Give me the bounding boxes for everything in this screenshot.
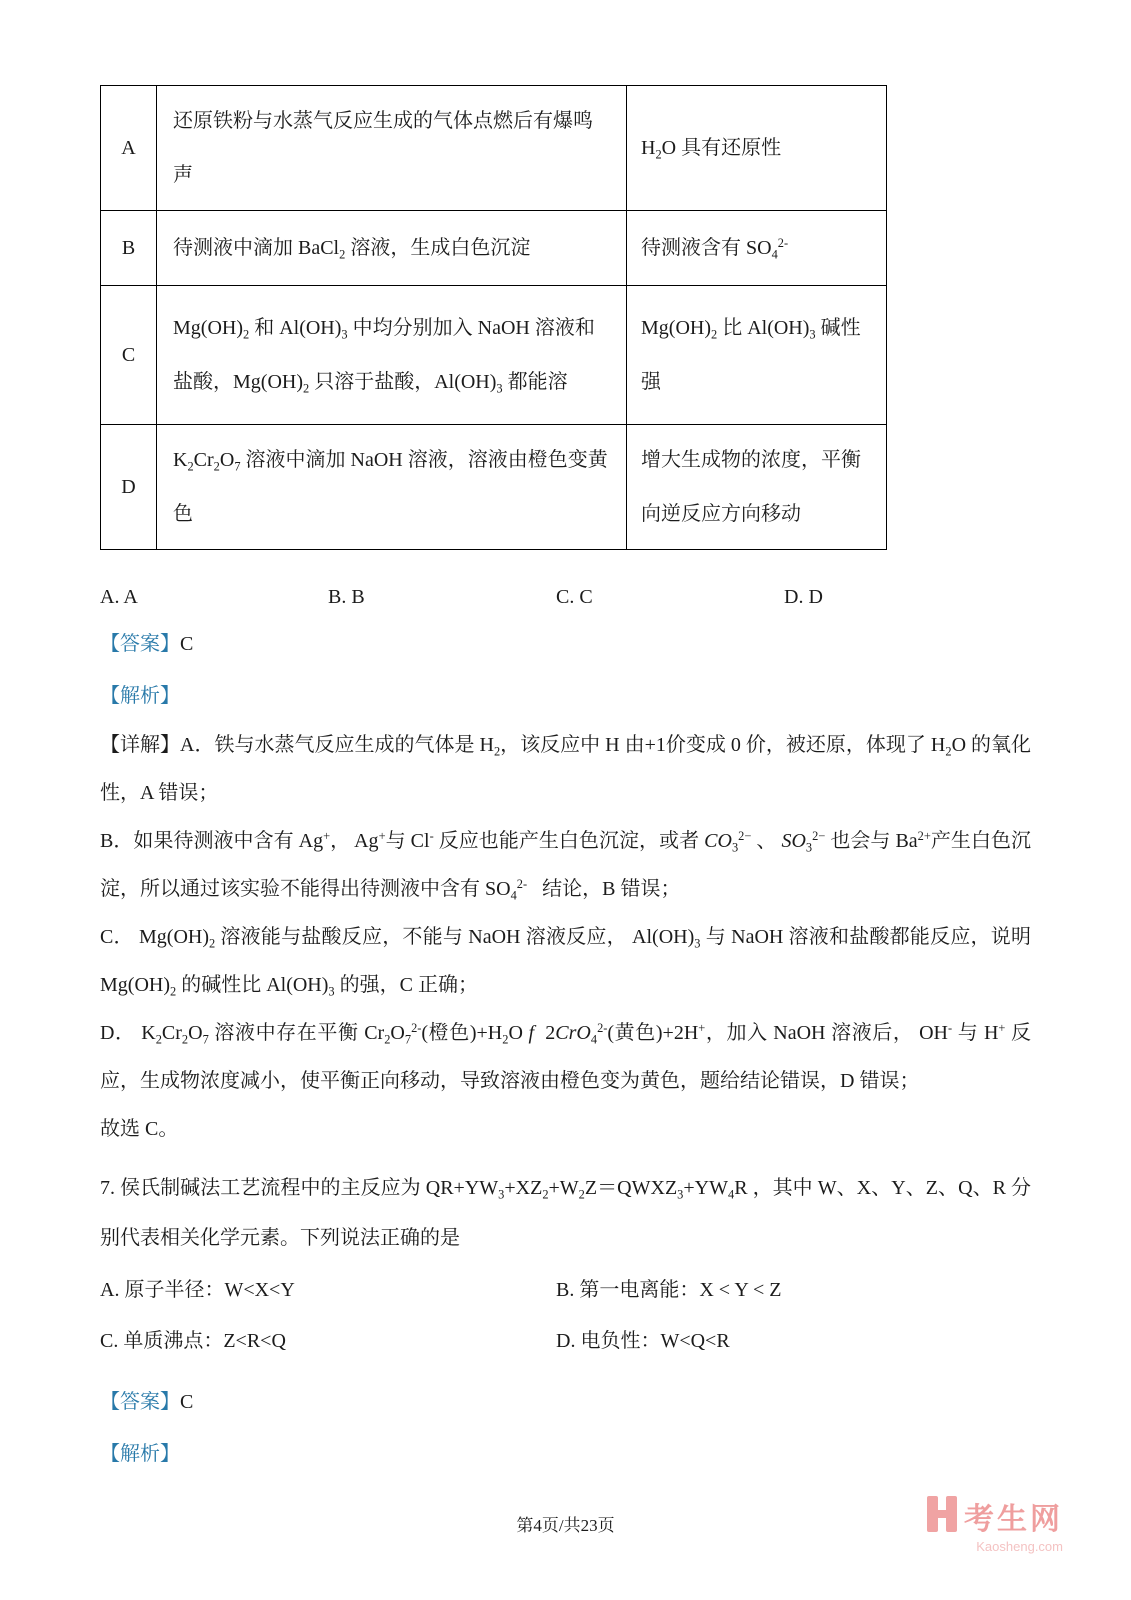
q6-explanation [100,721,1031,1153]
row-label: A [101,86,157,211]
experiment-cell: $K_2Cr_2O_7$ 溶液中滴加 NaOH 溶液，溶液由橙色变黄色 [157,425,627,550]
conclusion-cell: $H_2O$ 具有还原性 [627,86,887,211]
watermark-text-group [964,1494,1063,1554]
row-label: D [101,425,157,550]
kaosheng-logo-icon [927,1496,957,1532]
explanation-paragraph: B．如果待测液中含有 Ag+， Ag+与 Cl- 反应也能产生白色沉淀，或者 $CO_3^{2-}$ 、 $SO_3^{2-}$ 也会与 $Ba^{2+}$产生白色沉淀，所以通过该实验不能得出待测液中含有 $SO_4^{2-}$ 结论，B 错误； [100,829,1032,903]
q7-option-d: D. 电负性：W<Q<R [556,1330,730,1352]
experiment-cell: 待测液中滴加 BaCl$_2$ 溶液，生成白色沉淀 [157,211,627,286]
table-row [101,425,887,550]
table-row [101,286,887,425]
q6-option-d: D. D [784,586,823,608]
analysis-tag: 【解析】 [100,685,180,707]
explanation-paragraph [100,721,1031,817]
analysis-tag: 【解析】 [100,1443,180,1465]
q6-option-a: A. A [100,586,138,608]
q7-option-c: C. 单质沸点：Z<R<Q [100,1330,286,1352]
q7-option-b: B. 第一电离能：X < Y < Z [556,1279,782,1301]
conclusion-cell: 增大生成物的浓度，平衡向逆反应方向移动 [627,425,887,550]
answer-value: C [180,1391,194,1413]
q7-analysis-line [100,1437,1031,1471]
q7-option-a: A. 原子半径：W<X<Y [100,1279,295,1301]
table-row [101,86,887,211]
answer-tag: 【答案】 [100,633,180,655]
explanation-conclusion: 故选 C。 [100,1118,179,1140]
question-7-stem: 7. 侯氏制碱法工艺流程中的主反应为 $QR+YW_3+XZ_2+W_2Z=QWXZ_3+YW_4R$ ，其中 W、X、Y、Z、Q、R 分别代表相关化学元素。下列说法正确的是 [100,1177,1032,1249]
watermark-domain-text: Kaosheng.com [976,1539,1063,1554]
row-label: C [101,286,157,425]
experiment-cell: $Mg(OH)_2$ 和 $Al(OH)_3$ 中均分别加入 NaOH 溶液和盐酸，$Mg(OH)_2$ 只溶于盐酸，$Al(OH)_3$ 都能溶 [157,286,627,425]
explanation-paragraph: C． $Mg(OH)_2$ 溶液能与盐酸反应，不能与 NaOH 溶液反应， $Al(OH)_3$ 与 NaOH 溶液和盐酸都能反应，说明 $Mg(OH)_2$ 的碱性比 $Al(OH)_3$ 的强，C 正确； [100,926,1031,999]
question-7-options [100,1265,1031,1367]
question-7 [100,1163,1031,1471]
q6-analysis-line [100,679,1031,713]
answer-value: C [180,633,194,655]
row-label: B [101,211,157,286]
q6-option-b: B. B [328,586,365,608]
kaosheng-watermark [927,1494,1063,1554]
conclusion-cell: $Mg(OH)_2$ 比 $Al(OH)_3$ 碱性强 [627,286,887,425]
q6-answer-line [100,627,1031,661]
page-number-footer: 第4页/共23页 [516,1516,615,1535]
table-row [101,211,887,286]
detail-tag: 【详解】 [100,734,181,756]
explanation-text: A．铁与水蒸气反应生成的气体是 $H_2$，该反应中 H 由+1价变成 0 价，被还原，体现了 $H_2O$ 的氧化性，A 错误； [100,734,1032,804]
conclusion-cell: 待测液含有 $SO_4^{2-}$ [627,211,887,286]
q6-option-c: C. C [556,586,593,608]
q6-options [100,586,1031,609]
answer-tag: 【答案】 [100,1391,180,1413]
experiment-cell: 还原铁粉与水蒸气反应生成的气体点燃后有爆鸣声 [157,86,627,211]
explanation-paragraph: D． $K_2Cr_2O_7$ 溶液中存在平衡 $Cr_2O_7^{2-}$(橙色)$+H_2O$ f 2CrO$_4^{2-}$(黄色)+2H+，加入 NaOH 溶液后， OH- 与 H+ 反应，生成物浓度减小，使平衡正向移动，导致溶液由橙色变为黄色，题给结论错误，D 错误； [100,1021,1032,1092]
watermark-brand-text: 考生网 [964,1503,1063,1536]
q7-answer-line [100,1385,1031,1419]
experiment-conclusion-table [100,85,887,550]
